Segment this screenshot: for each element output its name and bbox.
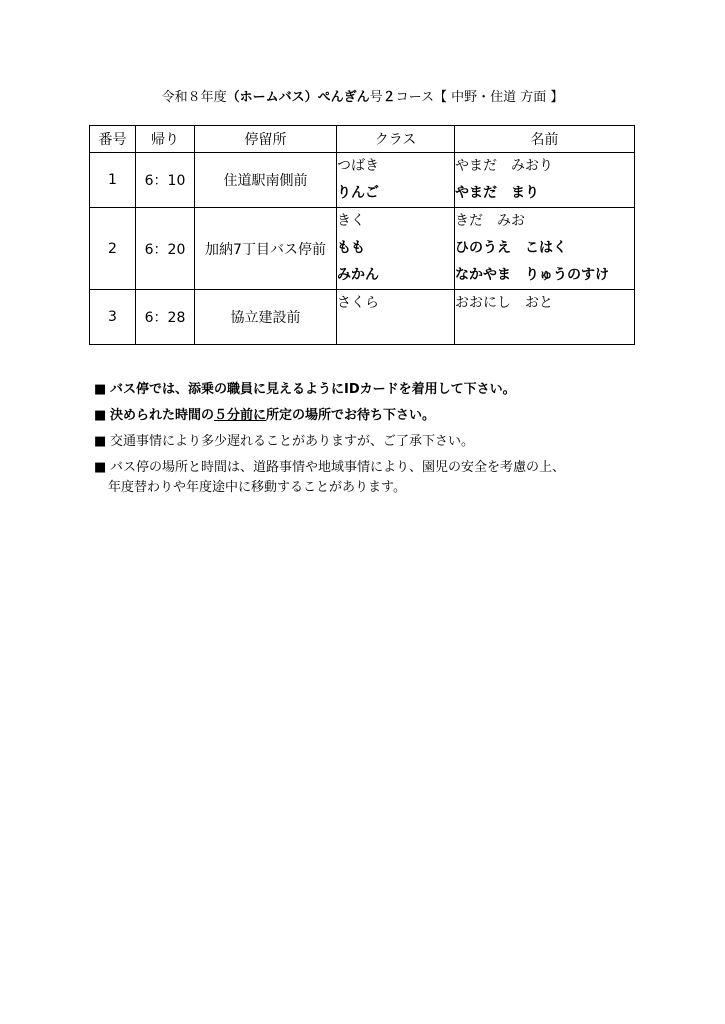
row-number: 1 [90, 153, 136, 208]
note-traffic-delay [94, 432, 654, 452]
row-classes [337, 290, 455, 345]
note-text: 年度替わりや年度途中に移動することがあります。 [108, 480, 406, 495]
note-text: バス停の場所と時間は、道路事情や地域事情により、園児の安全を考慮の上、 [110, 460, 566, 475]
row-names [455, 290, 635, 345]
name-entry [455, 317, 634, 344]
row-classes [337, 153, 455, 208]
row-number: 3 [90, 290, 136, 345]
note-stop-changes [94, 458, 654, 498]
title-suffix: コース【 中野・住道 方面 】 [395, 90, 564, 105]
row-stop: 加納7丁目バス停前 [195, 208, 337, 290]
row-stop: 住道駅南側前 [195, 153, 337, 208]
bullet-square-icon: ■ [94, 460, 107, 475]
class-entry [337, 317, 454, 344]
name-entry: やまだ まり [455, 185, 539, 201]
class-entry: つばき [337, 158, 379, 174]
row-classes [337, 208, 455, 290]
row-stop: 協立建設前 [195, 290, 337, 345]
class-entry: りんご [337, 185, 379, 201]
header-name: 名前 [455, 126, 635, 153]
notes-list [94, 380, 654, 504]
title-middle: 号 [369, 90, 383, 105]
page-title [0, 88, 725, 108]
class-entry: さくら [337, 295, 379, 311]
header-bus-stop: 停留所 [195, 126, 337, 153]
bullet-square-icon: ■ [94, 434, 107, 449]
note-underlined-text: ５分前に [214, 408, 267, 423]
header-return-time: 帰り [136, 126, 195, 153]
row-time: 6：28 [136, 290, 195, 345]
table-row [90, 290, 635, 345]
bus-stop-table [89, 125, 635, 345]
title-course-number: ２ [382, 90, 396, 105]
name-entry: ひのうえ こはく [455, 240, 567, 256]
note-id-card [94, 380, 654, 400]
table-row [90, 208, 635, 290]
note-text: 所定の場所でお待ち下さい。 [266, 408, 436, 423]
row-names [455, 153, 635, 208]
row-number: 2 [90, 208, 136, 290]
note-arrive-early [94, 406, 654, 426]
class-entry: きく [337, 213, 365, 229]
class-entry: もも [337, 240, 365, 256]
note-text: 交通事情により多少遅れることがありますが、ご了承下さい。 [110, 434, 475, 449]
row-time: 6：20 [136, 208, 195, 290]
name-entry: きだ みお [455, 213, 525, 229]
row-names [455, 208, 635, 290]
note-text: 決められた時間の [110, 408, 215, 423]
name-entry: やまだ みおり [455, 158, 553, 174]
title-bus-name: （ホームバス）ぺんぎん [226, 90, 370, 105]
name-entry: なかやま りゅうのすけ [455, 267, 609, 283]
name-entry: おおにし おと [455, 295, 553, 311]
table-row [90, 153, 635, 208]
bullet-square-icon: ■ [94, 382, 107, 397]
header-number: 番号 [90, 126, 136, 153]
row-time: 6：10 [136, 153, 195, 208]
title-prefix: 令和８年度 [161, 90, 227, 105]
table-header-row [90, 126, 635, 153]
note-text: バス停では、添乗の職員に見えるようにIDカードを着用して下さい。 [110, 382, 516, 397]
bullet-square-icon: ■ [94, 408, 107, 423]
header-class: クラス [337, 126, 455, 153]
class-entry: みかん [337, 267, 379, 283]
